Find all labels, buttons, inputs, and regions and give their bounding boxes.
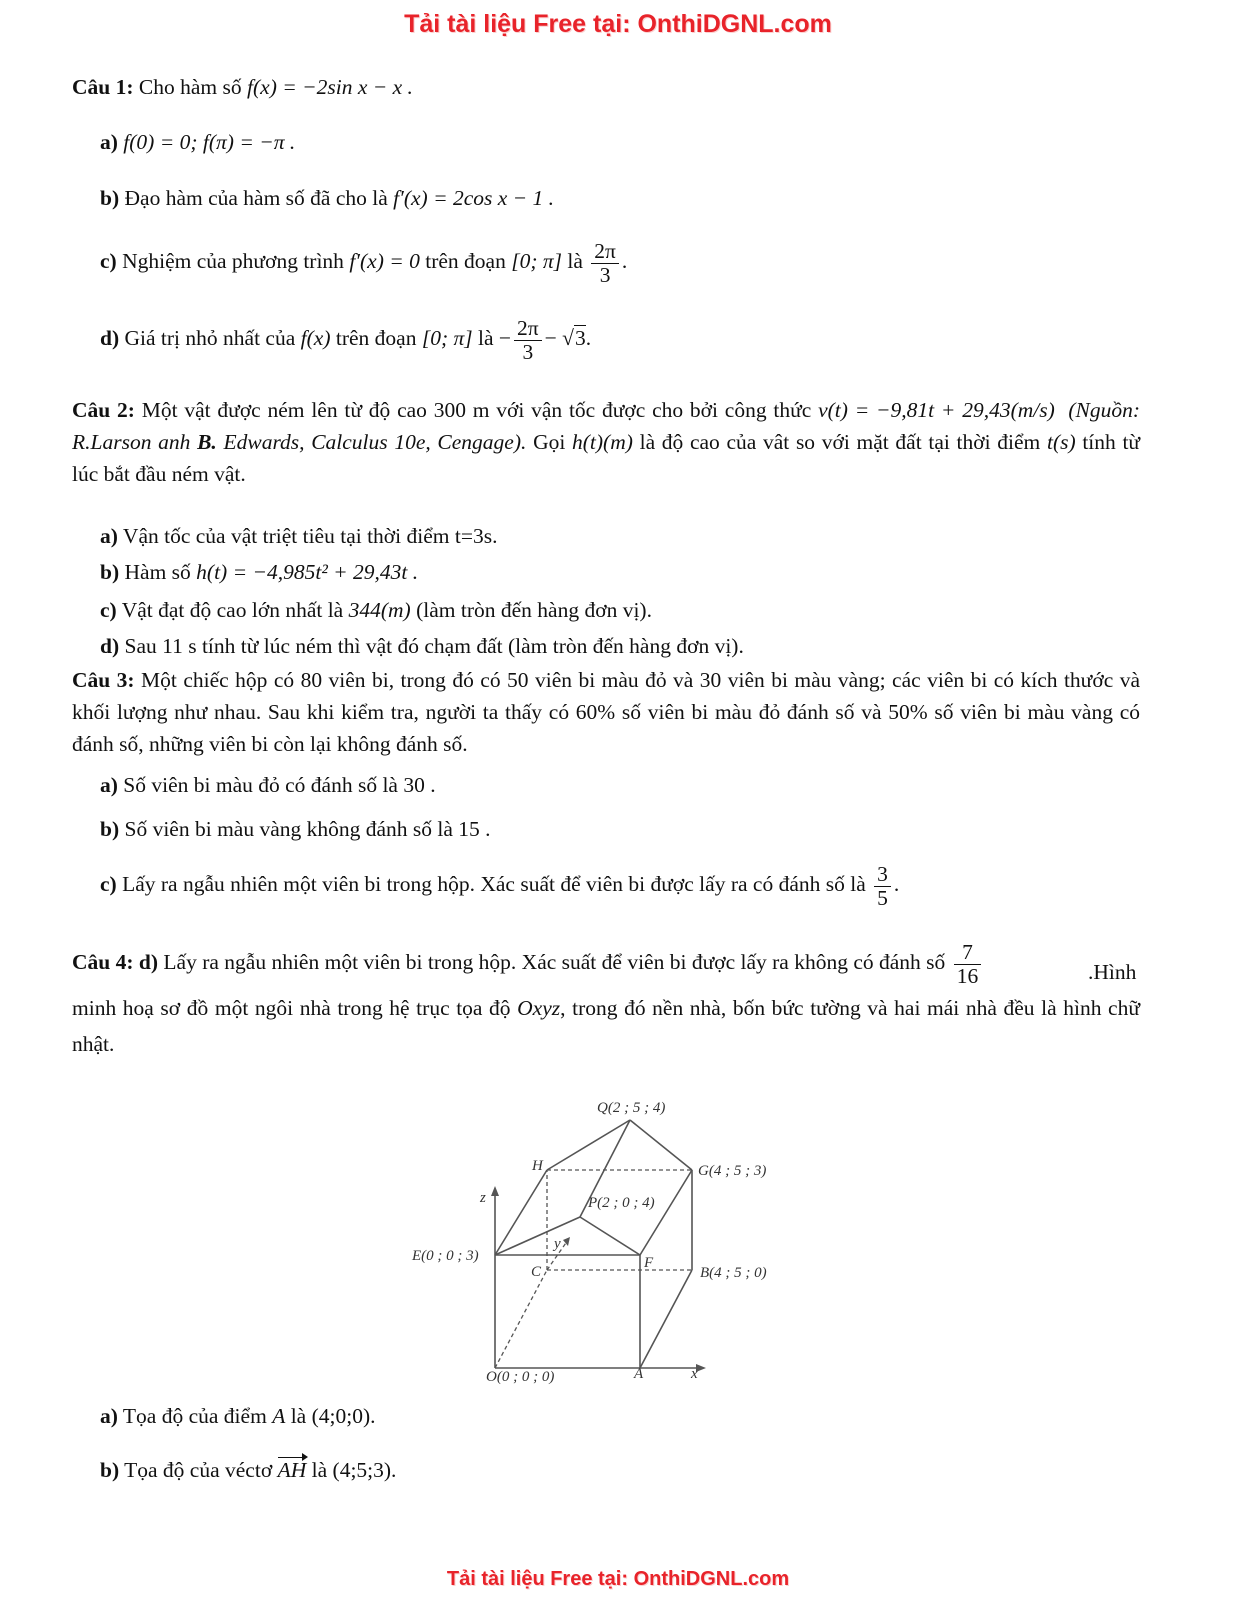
footer-banner[interactable]: Tải tài liệu Free tại: OnthiDGNL.com: [446, 1568, 790, 1590]
q3-c-den: 5: [877, 885, 888, 910]
q4-b-vector: AH: [277, 1458, 307, 1482]
q4-num: 7: [954, 941, 982, 965]
q2-text4: tính từ lúc bắt đầu ném vật.: [72, 430, 1141, 486]
q1-label: Câu 1:: [72, 75, 134, 99]
q4-b: [70, 1458, 396, 1483]
q1-c: c) Nghiệm của phương trình f′(x) = 0 trên đoạn [0; π] là $\frac{2\pi}{3}$ .: [100, 239, 628, 287]
q1-stem: [72, 75, 413, 100]
edge-PF: [580, 1217, 640, 1255]
q2-b-label: b): [100, 560, 120, 584]
label-z: z: [480, 1190, 486, 1206]
q1-b-label: b): [100, 186, 120, 210]
label-H: H: [532, 1158, 543, 1174]
q2-a-label: a): [100, 524, 118, 548]
edge-FG: [640, 1170, 692, 1255]
q1-d-num: 2π: [514, 317, 542, 341]
q1-d-math: f(x): [300, 326, 331, 350]
q4-text1: Lấy ra ngẫu nhiên một viên bi trong hộp. Xác suất để viên bi được lấy ra không có đánh số: [163, 950, 946, 974]
q3-a-label: a): [100, 773, 118, 797]
q2-b: [70, 560, 418, 585]
q1-d-text1: Giá trị nhỏ nhất của: [124, 326, 296, 350]
arrow-z-icon: [491, 1186, 499, 1196]
q4-a: [70, 1404, 376, 1429]
q4-line2: [72, 954, 1140, 1062]
q3-b-text: Số viên bi màu vàng không đánh số là 15 .: [124, 817, 491, 841]
q1-d-label: d): [100, 326, 120, 350]
q1-d: d) Giá trị nhỏ nhất của f(x) trên đoạn [0; π] là − $\frac{2\pi}{3}$ − √3.: [100, 316, 592, 364]
q4-b-text1: Tọa độ của véctơ: [124, 1458, 273, 1482]
edge-AB: [640, 1270, 692, 1368]
q1-c-interval: [0; π]: [511, 249, 562, 273]
q2-b-math: h(t) = −4,985t² + 29,43t .: [196, 560, 419, 584]
q3-c-text: Lấy ra ngẫu nhiên một viên bi trong hộp. Xác suất để viên bi được lấy ra có đánh số là: [122, 872, 866, 896]
q4-d-label: d): [138, 950, 159, 974]
q4-text2: .Hình minh hoạ sơ đồ một ngôi nhà trong hệ trục tọa độ: [72, 960, 1137, 1020]
header-banner[interactable]: Tải tài liệu Free tại: OnthiDGNL.com: [404, 10, 832, 38]
label-C: C: [531, 1264, 542, 1280]
q4-b-label: b): [100, 1458, 120, 1482]
q2-source-post: Edwards, Calculus 10e, Cengage).: [223, 430, 527, 454]
q2-c: [70, 598, 652, 623]
q2-a: [70, 524, 497, 549]
q1-a-text: f(0) = 0; f(π) = −π .: [123, 130, 296, 154]
q1-c-text2: trên đoạn: [425, 249, 506, 273]
label-P: P(2 ; 0 ; 4): [588, 1195, 655, 1211]
q3-b: [70, 817, 491, 842]
q1-d-text2: trên đoạn: [335, 326, 417, 350]
q1-d-den: 3: [522, 339, 534, 364]
label-y: y: [554, 1236, 561, 1252]
q2-velocity: v(t) = −9,81t + 29,43(m/s): [818, 398, 1055, 422]
q2-c-math: 344(m): [348, 598, 411, 622]
q1-d-text3: là: [478, 326, 494, 350]
q3-c-label: c): [100, 872, 117, 896]
q3-c: c) Lấy ra ngẫu nhiên một viên bi trong hộp. Xác suất để viên bi được lấy ra có đánh số là $\frac{3}{5}$ .: [100, 862, 900, 910]
edge-OC: [495, 1270, 547, 1368]
q1-c-fraction: [591, 240, 619, 286]
q4-oxyz: Oxyz: [517, 996, 561, 1020]
label-G: G(4 ; 5 ; 3): [698, 1163, 767, 1179]
q1-c-math: f′(x) = 0: [349, 249, 420, 273]
label-O: O(0 ; 0 ; 0): [486, 1369, 555, 1385]
q1-c-label: c): [100, 249, 117, 273]
q4-a-text2: là: [290, 1404, 307, 1428]
q1-d-fraction: [514, 317, 542, 363]
q3-label: Câu 3:: [72, 668, 135, 692]
q4-text3: , trong đó nền nhà, bốn bức tường và hai mái nhà đều là hình chữ nhật.: [72, 996, 1140, 1056]
q3-c-num: 3: [874, 863, 891, 887]
q3-b-label: b): [100, 817, 120, 841]
q2-a-text: Vận tốc của vật triệt tiêu tại thời điểm t=3s.: [122, 524, 498, 548]
q1-b: [70, 186, 554, 211]
q1-b-math: f′(x) = 2cos x − 1 .: [393, 186, 555, 210]
q1-c-num: 2π: [591, 240, 619, 264]
q3-text: Một chiếc hộp có 80 viên bi, trong đó có 50 viên bi màu đỏ và 30 viên bi màu vàng; các viên bi có kích thước và khối lượng như nhau. Sau khi kiểm tra, người ta thấy có 60% số viên bi màu đỏ đánh số và 50% số viên bi màu vàng có đánh số, những viên bi còn lại không đánh số.: [72, 668, 1140, 756]
q1-a-label: a): [100, 130, 118, 154]
q2-text1: Một vật được ném lên từ độ cao 300 m với vận tốc được cho bởi công thức: [141, 398, 812, 422]
q1-intro: Cho hàm số: [138, 75, 242, 99]
q1-c-text1: Nghiệm của phương trình: [122, 249, 344, 273]
house-diagram: [400, 1090, 800, 1390]
q4-a-label: a): [100, 1404, 118, 1428]
q4-a-coord: (4;0;0).: [311, 1404, 376, 1428]
q2-c-label: c): [100, 598, 117, 622]
q2-d: [70, 634, 744, 659]
q4-b-text2: là: [311, 1458, 328, 1482]
q2-c-text1: Vật đạt độ cao lớn nhất là: [121, 598, 344, 622]
q2-stem: [72, 394, 1140, 490]
edge-QG: [630, 1120, 692, 1170]
q4-a-text1: Tọa độ của điểm: [122, 1404, 267, 1428]
label-F: F: [644, 1255, 654, 1271]
q1-d-root: 3: [574, 326, 586, 350]
q2-time: t(s): [1046, 430, 1076, 454]
q1-b-text: Đạo hàm của hàm số đã cho là: [124, 186, 388, 210]
q2-b-text: Hàm số: [124, 560, 191, 584]
q4-a-point: A: [272, 1404, 286, 1428]
label-E: E(0 ; 0 ; 3): [412, 1248, 479, 1264]
q2-text3: là độ cao của vât so với mặt đất tại thời điểm: [639, 430, 1041, 454]
q2-d-text: Sau 11 s tính từ lúc ném thì vật đó chạm đất (làm tròn đến hàng đơn vị).: [124, 634, 744, 658]
label-A: A: [634, 1366, 644, 1382]
q1-c-den: 3: [599, 262, 611, 287]
q1-a: [70, 130, 295, 155]
edge-EP: [495, 1217, 580, 1255]
q3-stem: [72, 664, 1140, 760]
q4-label: Câu 4:: [72, 950, 134, 974]
q2-source-pre: (Nguồn: R.Larson anh: [72, 398, 1141, 454]
q2-d-label: d): [100, 634, 120, 658]
q2-source-bold: B.: [197, 430, 217, 454]
q3-a-text: Số viên bi màu đỏ có đánh số là 30 .: [123, 773, 436, 797]
q1-func: f(x) = −2sin x − x .: [247, 75, 413, 99]
q1-d-interval: [0; π]: [421, 326, 473, 350]
q4-den: 16: [956, 963, 979, 988]
label-B: B(4 ; 5 ; 0): [700, 1265, 767, 1281]
q3-a: [70, 773, 436, 798]
edge-EH: [495, 1170, 547, 1255]
q3-c-fraction: [874, 863, 891, 909]
q2-label: Câu 2:: [72, 398, 135, 422]
q4-b-coord: (4;5;3).: [332, 1458, 397, 1482]
q2-height: h(t)(m): [572, 430, 633, 454]
q2-c-text2: (làm tròn đến hàng đơn vị).: [416, 598, 652, 622]
q1-c-text3: là: [567, 249, 583, 273]
label-x: x: [691, 1366, 698, 1382]
label-Q: Q(2 ; 5 ; 4): [597, 1100, 666, 1116]
q2-text2: Gọi: [533, 430, 566, 454]
